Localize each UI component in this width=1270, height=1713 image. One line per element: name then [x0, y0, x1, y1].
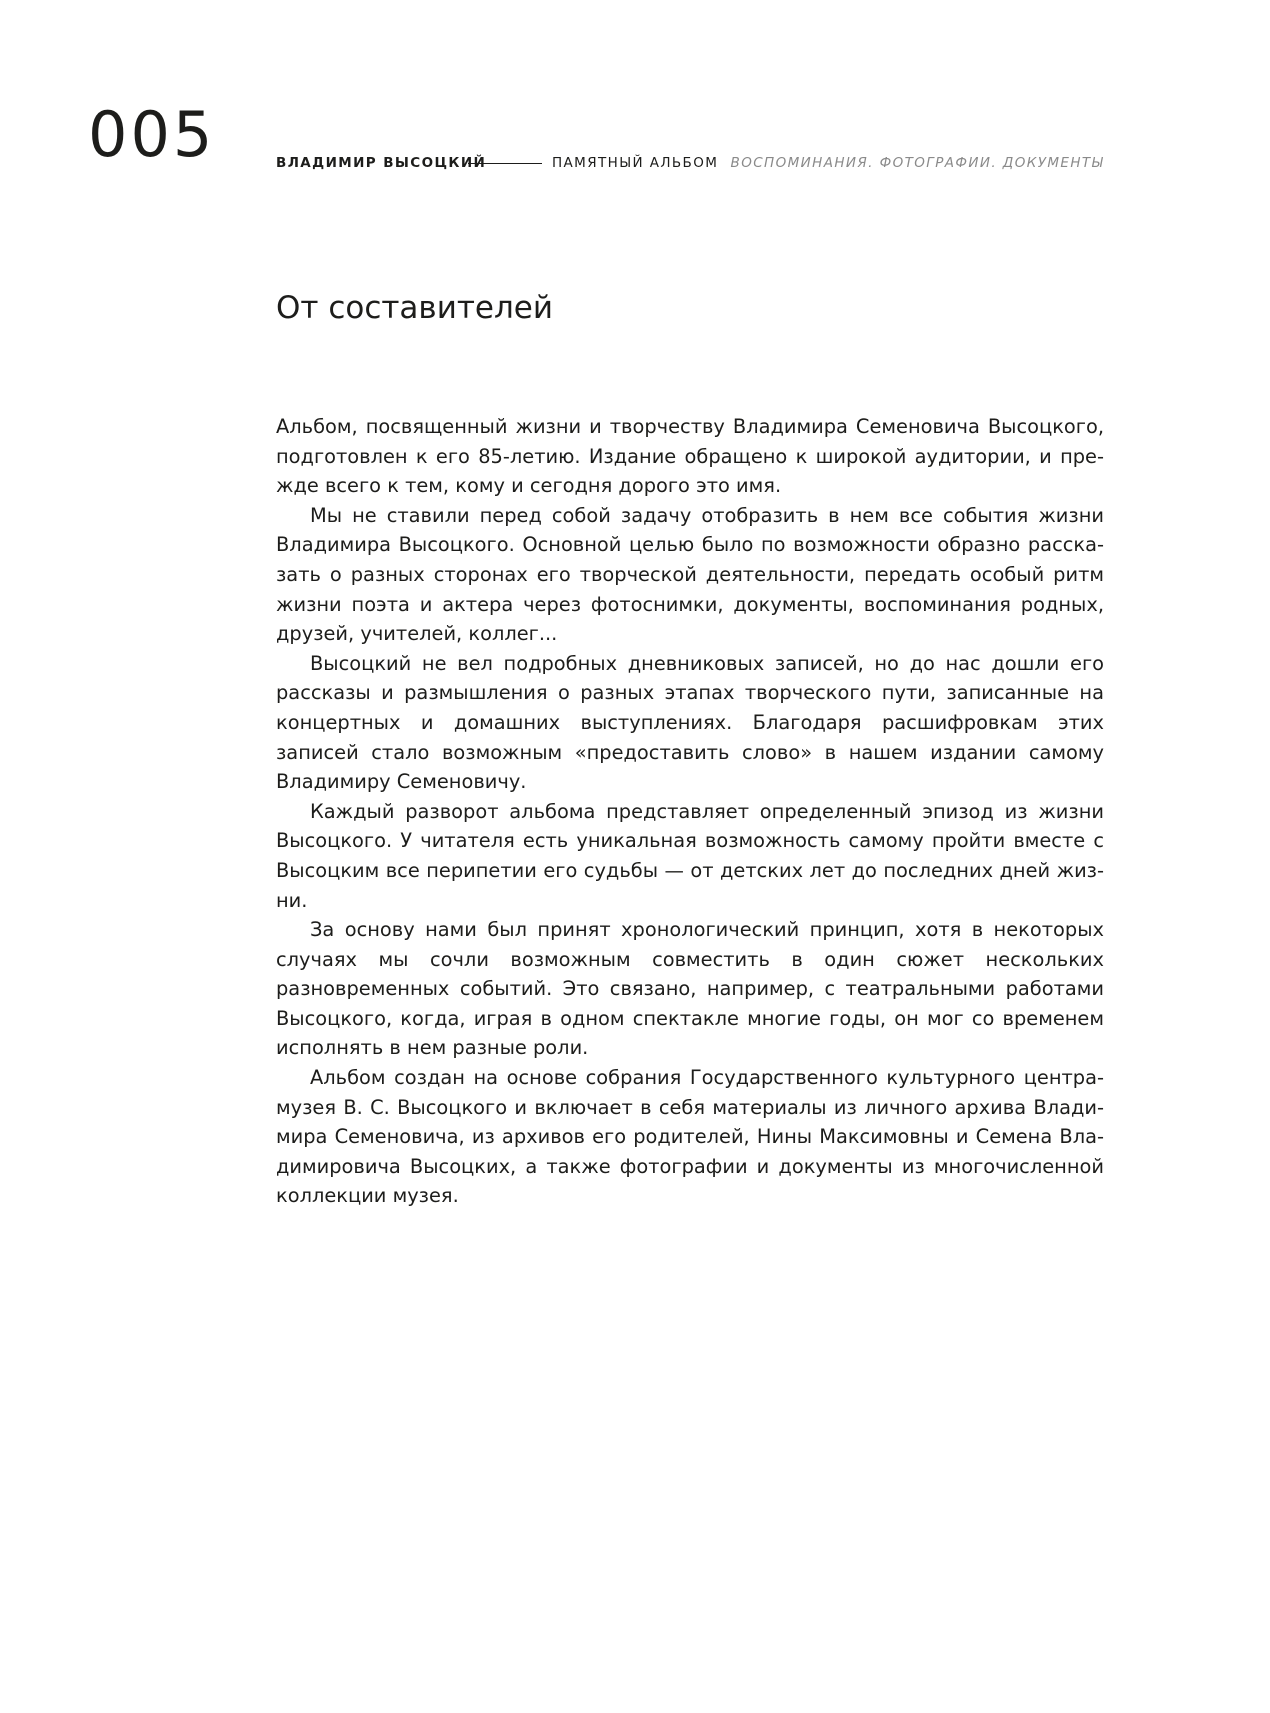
running-head-subtitle: ВОСПОМИНАНИЯ. ФОТОГРАФИИ. ДОКУМЕНТЫ: [730, 155, 1104, 171]
paragraph-2: Мы не ставили перед собой задачу отобразить в нем все события жизни Владимира Высоцкого. Основной целью было по возможности образно рассказать о разных сторонах его творческой деятельности, передать особый ритм жизни поэта и актера через фотоснимки, документы, воспоминания родных, друзей, учителей, коллег...: [276, 503, 1104, 646]
running-head-author: ВЛАДИМИР ВЫСОЦКИЙ: [276, 155, 487, 171]
body-text: [276, 412, 1104, 1211]
paragraph-3: Высоцкий не вел подробных дневниковых записей, но до нас дошли его рассказы и размышления о разных этапах творческого пути, записанные на концертных и домашних выступлениях. Благодаря расшифровкам этих записей стало возможным «предоставить слово» в нашем издании самому Владимиру Семеновичу.: [276, 651, 1104, 794]
paragraph-5: За основу нами был принят хронологический принцип, хотя в некоторых случаях мы сочли возможным совместить в один сюжет нескольких разновременных событий. Это связано, например, с театральными работами Высоцкого, когда, играя в одном спектакле многие годы, он мог со временем исполнять в нем разные роли.: [276, 918, 1104, 1060]
page-number: 005: [88, 98, 216, 171]
paragraph-1: Альбом, посвященный жизни и творчеству Владимира Семеновича Высоцкого, подготовлен к его 85-летию. Издание обращено к широкой аудитории, и прежде всего к тем, кому и сегодня дорого это имя.: [276, 415, 1104, 498]
running-head-divider: [468, 163, 542, 164]
running-head-album-title: ПАМЯТНЫЙ АЛЬБОМ: [552, 155, 719, 171]
paragraph-4: Каждый разворот альбома представляет определенный эпизод из жизни Высоцкого. У читателя есть уникальная возможность самому пройти вместе с Высоцким все перипетии его судьбы — от детских лет до последних дней жизни.: [276, 799, 1104, 912]
paragraph-6: Альбом создан на основе собрания Государственного культурного центра-музея В. С. Высоцкого и включает в себя материалы из личного архива Владимира Семеновича, из архивов его родителей, Нины Максимовны и Семена Владимировича Высоцких, а также фотографии и документы из многочисленной коллекции музея.: [276, 1066, 1104, 1208]
running-head: [276, 153, 1104, 173]
section-title: От составителей: [276, 290, 554, 326]
